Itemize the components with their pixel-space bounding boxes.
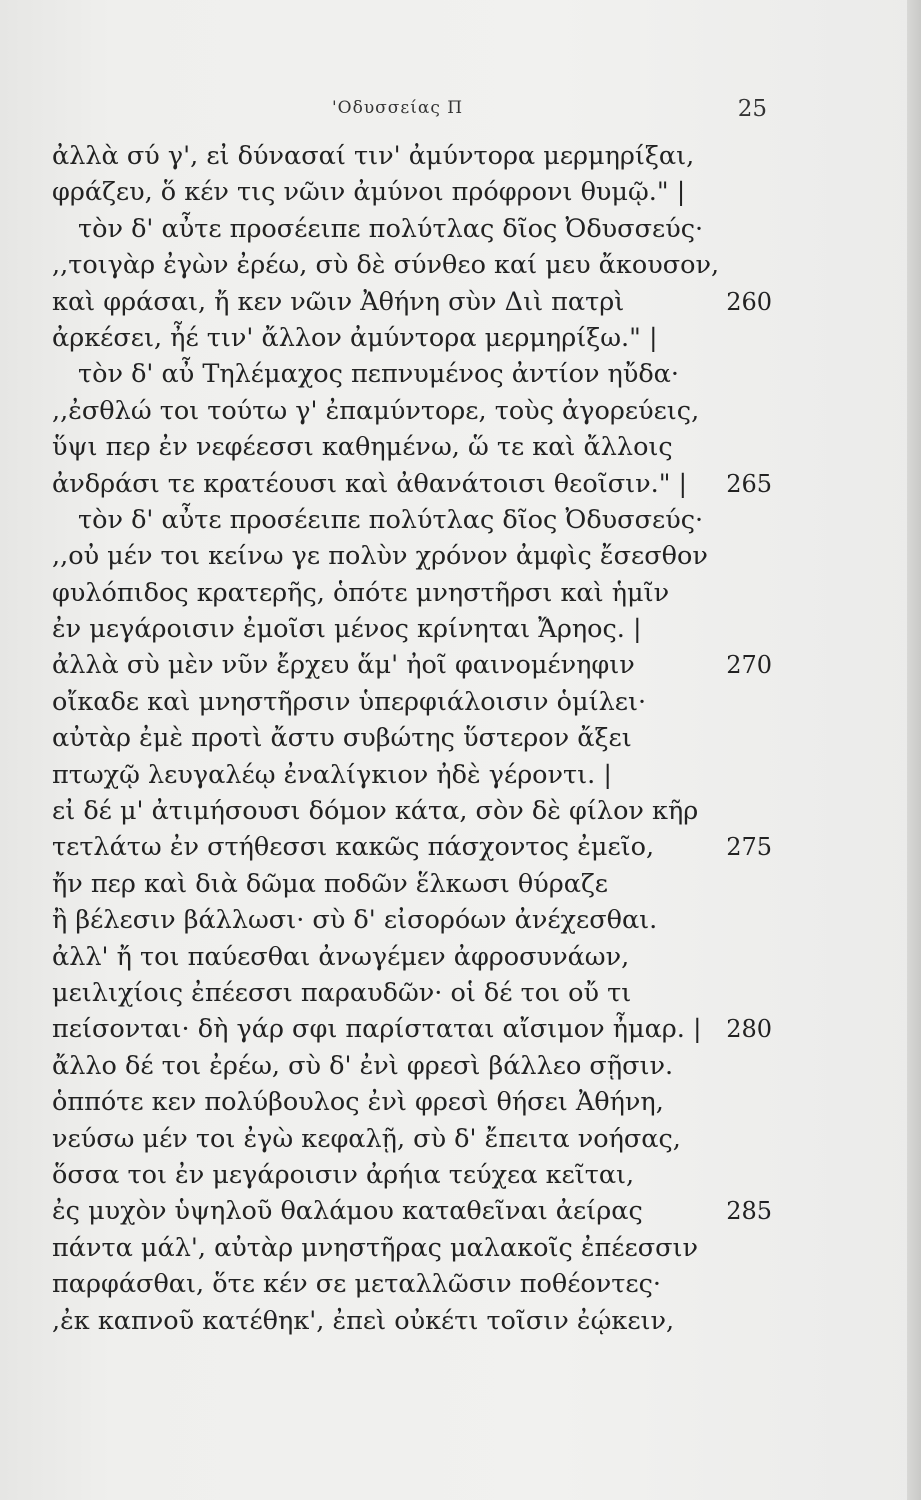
verse-line bbox=[52, 720, 772, 756]
verse-line bbox=[52, 1157, 772, 1193]
verse-line bbox=[52, 1048, 772, 1084]
verse-line bbox=[52, 1011, 772, 1047]
verse-line bbox=[52, 393, 772, 429]
verse-line bbox=[52, 1266, 772, 1302]
verse-text: φυλόπιδος κρατερῆς, ὁπότε μνηστῆρσι καὶ ἡμῖν bbox=[52, 577, 670, 608]
verse-line bbox=[52, 320, 772, 356]
verse-line bbox=[52, 829, 772, 865]
verse-text: ,,οὐ μέν τοι κείνω γε πολὺν χρόνον ἀμφὶς ἔσεσθον bbox=[52, 541, 708, 572]
verse-text: ἀνδράσι τε κρατέουσι καὶ ἀθανάτοισι θεοῖσιν." | bbox=[52, 468, 688, 499]
verse-text: ἀλλ' ἤ τοι παύεσθαι ἀνωγέμεν ἀφροσυνάων, bbox=[52, 941, 630, 972]
verse-line bbox=[52, 138, 772, 174]
running-title: 'Οδυσσείας Π bbox=[332, 98, 464, 118]
verse-text: νεύσω μέν τοι ἐγὼ κεφαλῇ, σὺ δ' ἔπειτα νοήσας, bbox=[52, 1123, 681, 1154]
line-number: 280 bbox=[726, 1015, 772, 1044]
verse-text: ἢ βέλεσιν βάλλωσι· σὺ δ' εἰσορόων ἀνέχεσθαι. bbox=[52, 905, 658, 936]
verse-text: ἀλλὰ σὺ μὲν νῦν ἔρχευ ἅμ' ἠοῖ φαινομένηφιν bbox=[52, 650, 635, 681]
verse-text: τὸν δ' αὖτε προσέειπε πολύτλας δῖος Ὀδυσσεύς· bbox=[78, 213, 704, 244]
line-number: 260 bbox=[726, 287, 772, 316]
verse-line bbox=[52, 611, 772, 647]
verse-line bbox=[52, 466, 772, 502]
line-number: 270 bbox=[726, 651, 772, 680]
verse-text: ,ἐκ καπνοῦ κατέθηκ', ἐπεὶ οὐκέτι τοῖσιν ἐῴκειν, bbox=[52, 1305, 675, 1336]
verse-text: ὅσσα τοι ἐν μεγάροισιν ἀρήια τεύχεα κεῖται, bbox=[52, 1159, 635, 1190]
verse-line bbox=[52, 247, 772, 283]
verse-text: φράζευ, ὅ κέν τις νῶιν ἀμύνοι πρόφρονι θυμῷ." | bbox=[52, 177, 686, 208]
line-number: 265 bbox=[726, 469, 772, 498]
verse-line bbox=[52, 211, 772, 247]
verse-text: ἤν περ καὶ διὰ δῶμα ποδῶν ἕλκωσι θύραζε bbox=[52, 868, 608, 899]
line-number: 285 bbox=[726, 1197, 772, 1226]
line-number: 275 bbox=[726, 833, 772, 862]
verse-text: τετλάτω ἐν στήθεσσι κακῶς πάσχοντος ἐμεῖο, bbox=[52, 832, 655, 863]
verse-line bbox=[52, 1230, 772, 1266]
verse-text: ἀρκέσει, ἦέ τιν' ἄλλον ἀμύντορα μερμηρίξω." | bbox=[52, 322, 658, 353]
verse-text: ,,τοιγὰρ ἐγὼν ἐρέω, σὺ δὲ σύνθεο καί μευ ἄκουσον, bbox=[52, 250, 720, 281]
verse-line bbox=[52, 1121, 772, 1157]
verse-line bbox=[52, 1084, 772, 1120]
verse-text: παρφάσθαι, ὅτε κέν σε μεταλλῶσιν ποθέοντες· bbox=[52, 1269, 661, 1300]
verse-line bbox=[52, 684, 772, 720]
verse-line bbox=[52, 975, 772, 1011]
verse-text: ὁππότε κεν πολύβουλος ἐνὶ φρεσὶ θήσει Ἀθήνη, bbox=[52, 1087, 664, 1118]
page-number: 25 bbox=[737, 96, 767, 122]
verse-line bbox=[52, 757, 772, 793]
verse-text: οἴκαδε καὶ μνηστῆρσιν ὑπερφιάλοισιν ὁμίλει· bbox=[52, 686, 647, 717]
verse-line bbox=[52, 939, 772, 975]
verse-line bbox=[52, 866, 772, 902]
verse-text-block bbox=[52, 138, 772, 1339]
verse-text: τὸν δ' αὖτε προσέειπε πολύτλας δῖος Ὀδυσσεύς· bbox=[78, 504, 704, 535]
verse-line bbox=[52, 174, 772, 210]
verse-text: πάντα μάλ', αὐτὰρ μνηστῆρας μαλακοῖς ἐπέεσσιν bbox=[52, 1232, 699, 1263]
verse-line bbox=[52, 1303, 772, 1339]
verse-text: πτωχῷ λευγαλέῳ ἐναλίγκιον ἠδὲ γέροντι. | bbox=[52, 759, 612, 790]
verse-text: εἰ δέ μ' ἀτιμήσουσι δόμον κάτα, σὸν δὲ φίλον κῆρ bbox=[52, 796, 699, 827]
verse-text: καὶ φράσαι, ἤ κεν νῶιν Ἀθήνη σὺν Διὶ πατρὶ bbox=[52, 286, 625, 317]
page-header bbox=[52, 96, 767, 126]
verse-line bbox=[52, 502, 772, 538]
verse-text: πείσονται· δὴ γάρ σφι παρίσταται αἴσιμον ἦμαρ. | bbox=[52, 1014, 702, 1045]
verse-line bbox=[52, 793, 772, 829]
verse-line bbox=[52, 284, 772, 320]
verse-text: αὐτὰρ ἐμὲ προτὶ ἄστυ συβώτης ὕστερον ἄξει bbox=[52, 723, 632, 754]
verse-text: μειλιχίοις ἐπέεσσι παραυδῶν· οἱ δέ τοι οὔ τι bbox=[52, 977, 632, 1008]
verse-text: ἄλλο δέ τοι ἐρέω, σὺ δ' ἐνὶ φρεσὶ βάλλεο σῇσιν. bbox=[52, 1050, 674, 1081]
verse-text: ἐς μυχὸν ὑψηλοῦ θαλάμου καταθεῖναι ἀείρας bbox=[52, 1196, 643, 1227]
verse-line bbox=[52, 647, 772, 683]
verse-line bbox=[52, 538, 772, 574]
verse-line bbox=[52, 1193, 772, 1229]
verse-text: ,,ἐσθλώ τοι τούτω γ' ἐπαμύντορε, τοὺς ἀγορεύεις, bbox=[52, 395, 700, 426]
verse-line bbox=[52, 429, 772, 465]
page-edge bbox=[907, 0, 921, 1500]
verse-text: ὕψι περ ἐν νεφέεσσι καθημένω, ὥ τε καὶ ἄλλοις bbox=[52, 432, 673, 463]
verse-line bbox=[52, 356, 772, 392]
verse-line bbox=[52, 575, 772, 611]
verse-text: τὸν δ' αὖ Τηλέμαχος πεπνυμένος ἀντίον ηὔδα· bbox=[78, 359, 680, 390]
verse-line bbox=[52, 902, 772, 938]
verse-text: ἐν μεγάροισιν ἐμοῖσι μένος κρίνηται Ἄρηος. | bbox=[52, 614, 642, 645]
verse-text: ἀλλὰ σύ γ', εἰ δύνασαί τιν' ἀμύντορα μερμηρίξαι, bbox=[52, 141, 695, 171]
